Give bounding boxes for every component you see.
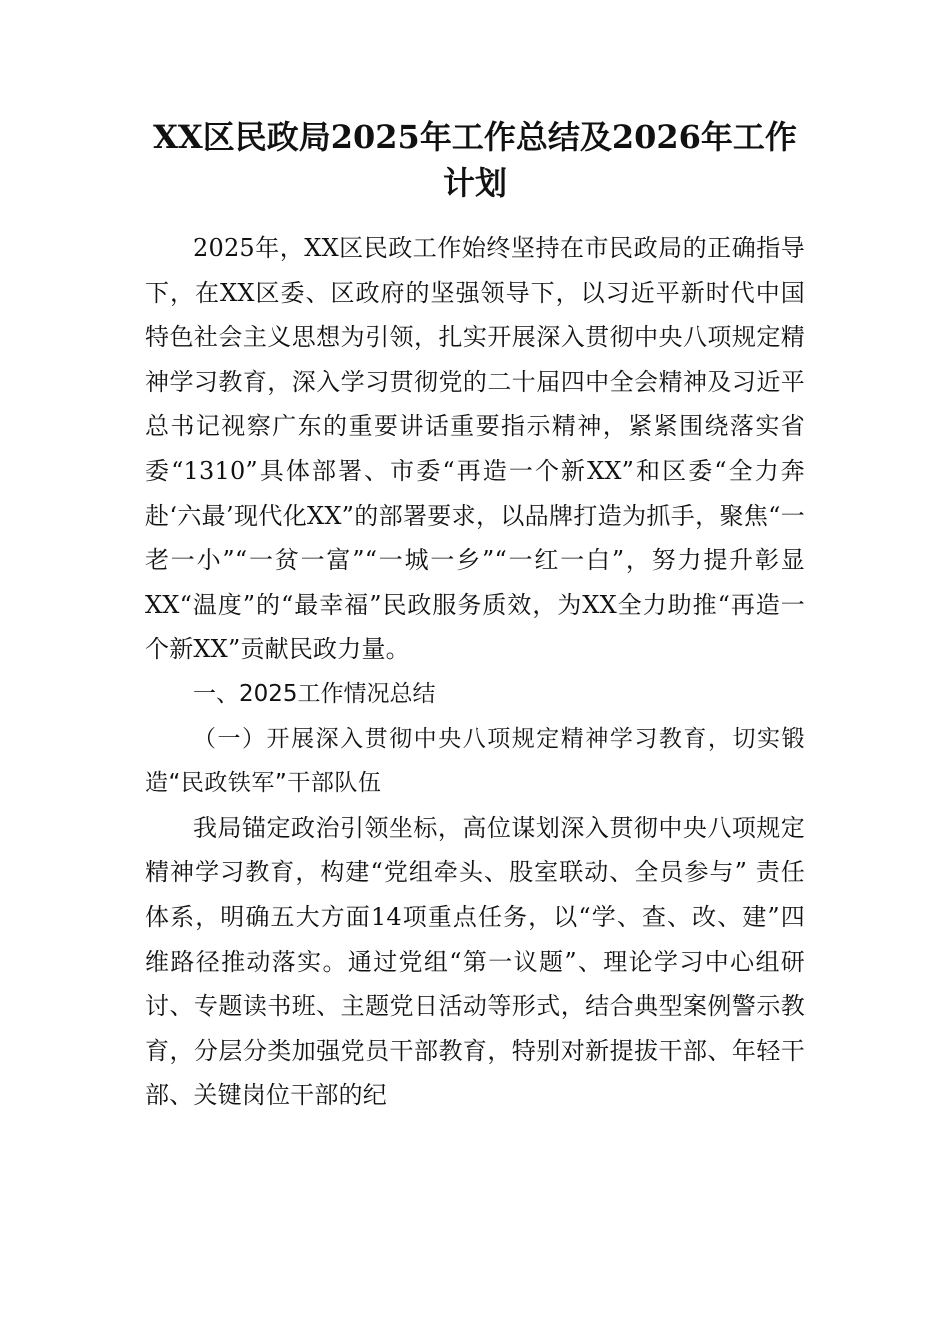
document-body bbox=[145, 226, 805, 1118]
intro-paragraph: 2025年，XX区民政工作始终坚持在市民政局的正确指导下，在XX区委、区政府的坚强领导下，以习近平新时代中国特色社会主义思想为引领，扎实开展深入贯彻中央八项规定精神学习教育，深入学习贯彻党的二十届四中全会精神及习近平总书记视察广东的重要讲话重要指示精神，紧紧围绕落实省委“1310”具体部署、市委“再造一个新XX”和区委“全力奔赴‘六最’现代化XX”的部署要求，以品牌打造为抓手，聚焦“一老一小”“一贫一富”“一城一乡”“一红一白”，努力提升彰显XX“温度”的“最幸福”民政服务质效，为XX全力助推“再造一个新XX”贡献民政力量。 bbox=[145, 234, 805, 664]
document-title: XX区民政局2025年工作总结及2026年工作计划 bbox=[153, 118, 797, 202]
subsection-paragraph: 我局锚定政治引领坐标，高位谋划深入贯彻中央八项规定精神学习教育，构建“党组牵头、股室联动、全员参与” 责任体系，明确五大方面14项重点任务，以“学、查、改、建”四维路径推动落实。通过党组“第一议题”、理论学习中心组研讨、专题读书班、主题党日活动等形式，结合典型案例警示教育，分层分类加强党员干部教育，特别对新提拔干部、年轻干部、关键岗位干部的纪 bbox=[145, 813, 805, 1110]
subsection-heading: （一）开展深入贯彻中央八项规定精神学习教育，切实锻造“民政铁军”干部队伍 bbox=[145, 725, 805, 797]
section-heading: 一、2025工作情况总结 bbox=[193, 680, 436, 707]
